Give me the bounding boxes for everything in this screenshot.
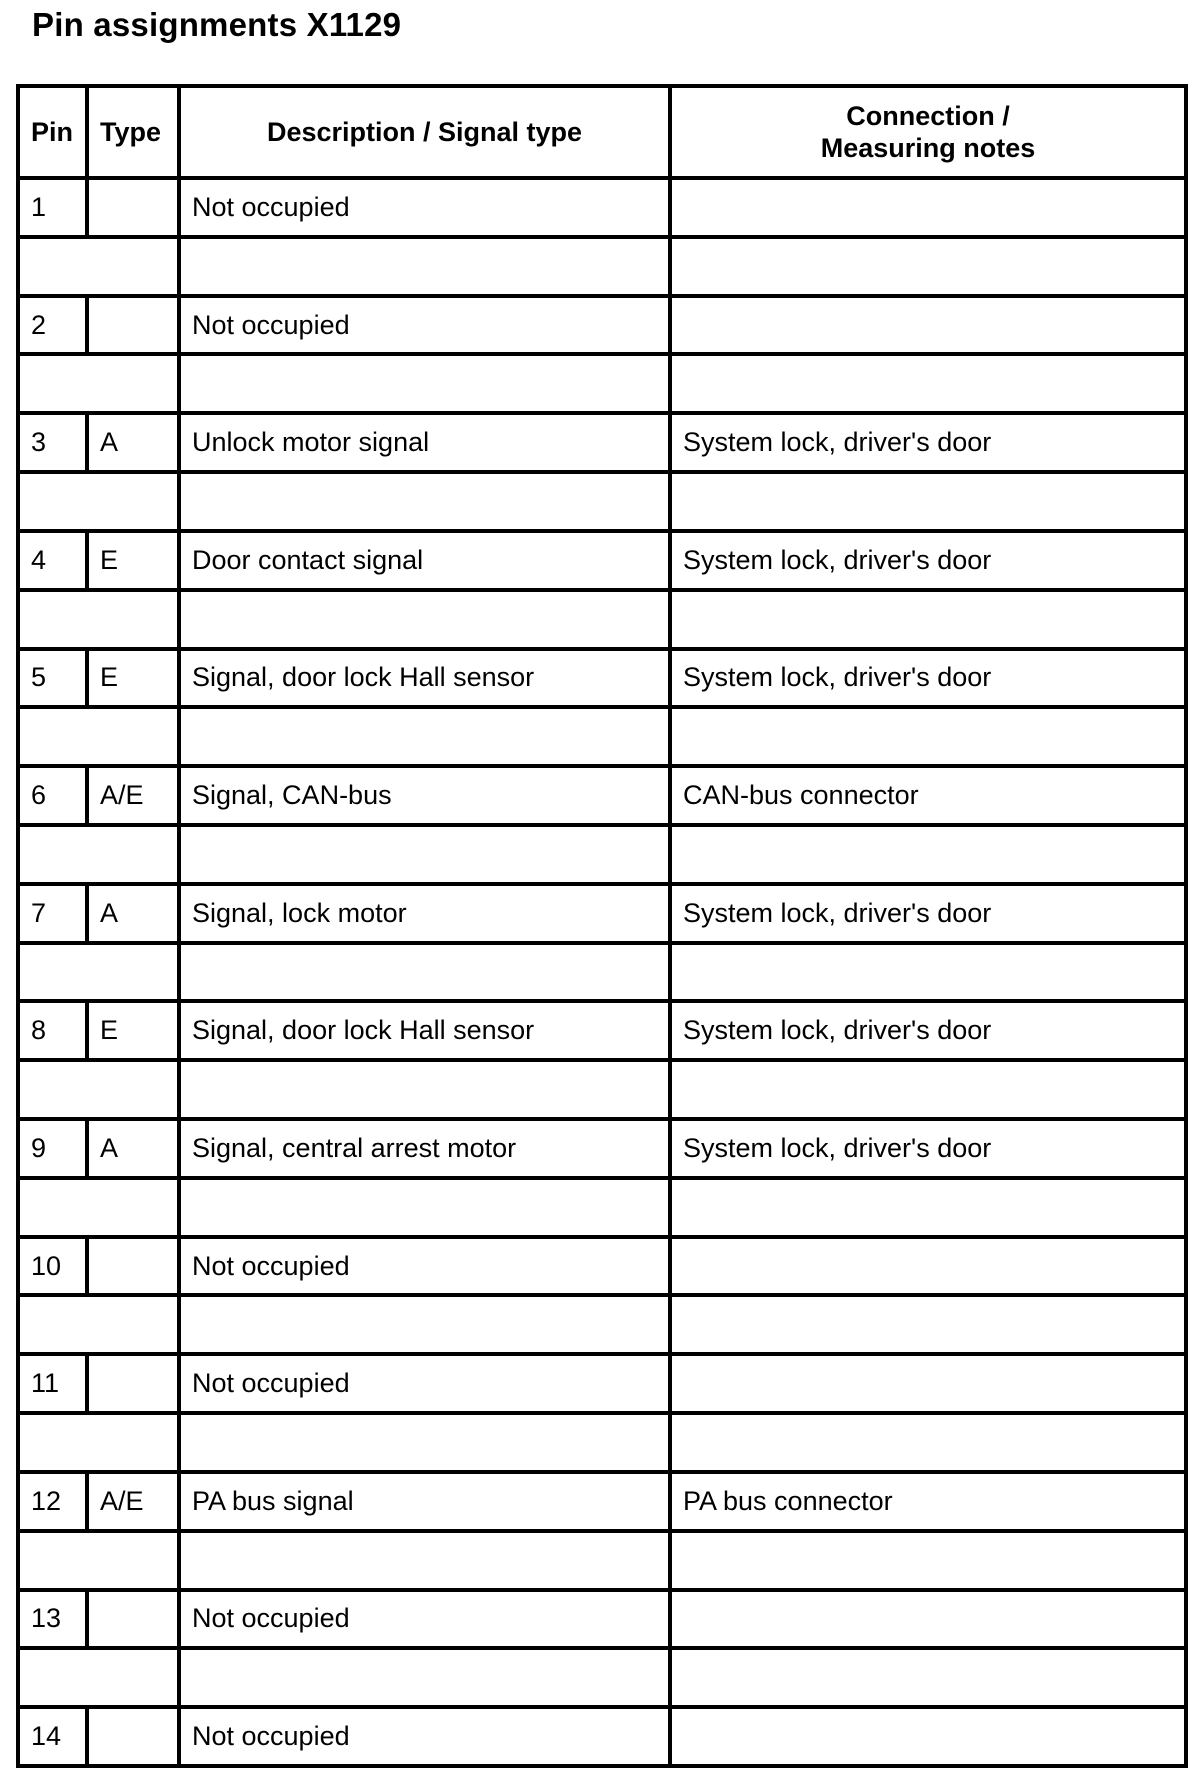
cell-pin: 4 bbox=[18, 531, 87, 590]
cell-pin: 14 bbox=[18, 1707, 87, 1766]
spacer-row bbox=[18, 707, 1186, 766]
cell-connection bbox=[670, 1237, 1186, 1296]
spacer-cell-connection bbox=[670, 1531, 1186, 1590]
cell-pin: 8 bbox=[18, 1001, 87, 1060]
cell-description: Signal, door lock Hall sensor bbox=[179, 649, 670, 708]
cell-connection: System lock, driver's door bbox=[670, 413, 1186, 472]
spacer-cell-pin-type bbox=[18, 472, 179, 531]
spacer-cell-pin-type bbox=[18, 354, 179, 413]
cell-type: A/E bbox=[87, 766, 179, 825]
cell-connection bbox=[670, 178, 1186, 237]
cell-description: Not occupied bbox=[179, 1354, 670, 1413]
spacer-cell-pin-type bbox=[18, 825, 179, 884]
spacer-cell-description bbox=[179, 472, 670, 531]
spacer-cell-connection bbox=[670, 354, 1186, 413]
table-row bbox=[18, 1119, 1186, 1178]
cell-pin: 13 bbox=[18, 1590, 87, 1649]
cell-pin: 12 bbox=[18, 1472, 87, 1531]
cell-type bbox=[87, 1354, 179, 1413]
column-header-connection-line2: Measuring notes bbox=[820, 133, 1036, 163]
cell-connection: System lock, driver's door bbox=[670, 531, 1186, 590]
spacer-cell-description bbox=[179, 707, 670, 766]
cell-type: E bbox=[87, 1001, 179, 1060]
cell-pin: 7 bbox=[18, 884, 87, 943]
spacer-cell-description bbox=[179, 1413, 670, 1472]
spacer-cell-connection bbox=[670, 590, 1186, 649]
spacer-cell-connection bbox=[670, 707, 1186, 766]
table-row bbox=[18, 178, 1186, 237]
table-row bbox=[18, 296, 1186, 355]
cell-type bbox=[87, 1237, 179, 1296]
cell-connection bbox=[670, 296, 1186, 355]
cell-pin: 10 bbox=[18, 1237, 87, 1296]
spacer-cell-description bbox=[179, 1295, 670, 1354]
column-header-connection-line1: Connection / bbox=[846, 101, 1010, 131]
spacer-row bbox=[18, 354, 1186, 413]
cell-description: Signal, door lock Hall sensor bbox=[179, 1001, 670, 1060]
cell-description: Signal, CAN-bus bbox=[179, 766, 670, 825]
spacer-cell-description bbox=[179, 1531, 670, 1590]
spacer-cell-description bbox=[179, 825, 670, 884]
spacer-cell-description bbox=[179, 590, 670, 649]
table-row bbox=[18, 413, 1186, 472]
spacer-cell-description bbox=[179, 237, 670, 296]
spacer-cell-pin-type bbox=[18, 1178, 179, 1237]
page-title: Pin assignments X1129 bbox=[32, 6, 402, 43]
spacer-cell-pin-type bbox=[18, 943, 179, 1002]
cell-connection: System lock, driver's door bbox=[670, 1001, 1186, 1060]
spacer-row bbox=[18, 1060, 1186, 1119]
spacer-cell-connection bbox=[670, 1178, 1186, 1237]
cell-description: Not occupied bbox=[179, 296, 670, 355]
table-body bbox=[18, 178, 1186, 1766]
spacer-cell-pin-type bbox=[18, 1295, 179, 1354]
cell-description: Signal, central arrest motor bbox=[179, 1119, 670, 1178]
spacer-row bbox=[18, 1648, 1186, 1707]
spacer-row bbox=[18, 1178, 1186, 1237]
column-header-connection bbox=[670, 86, 1186, 178]
cell-description: Not occupied bbox=[179, 1707, 670, 1766]
cell-type: A bbox=[87, 1119, 179, 1178]
table-row bbox=[18, 766, 1186, 825]
spacer-row bbox=[18, 237, 1186, 296]
spacer-row bbox=[18, 943, 1186, 1002]
spacer-cell-description bbox=[179, 943, 670, 1002]
cell-connection: PA bus connector bbox=[670, 1472, 1186, 1531]
spacer-row bbox=[18, 1413, 1186, 1472]
cell-type: E bbox=[87, 531, 179, 590]
cell-type bbox=[87, 1707, 179, 1766]
cell-description: Signal, lock motor bbox=[179, 884, 670, 943]
cell-pin: 5 bbox=[18, 649, 87, 708]
spacer-cell-description bbox=[179, 354, 670, 413]
column-header-type: Type bbox=[87, 86, 179, 178]
cell-pin: 2 bbox=[18, 296, 87, 355]
spacer-cell-connection bbox=[670, 237, 1186, 296]
table-row bbox=[18, 1237, 1186, 1296]
spacer-cell-description bbox=[179, 1178, 670, 1237]
spacer-cell-connection bbox=[670, 1648, 1186, 1707]
table-header-row bbox=[18, 86, 1186, 178]
cell-description: PA bus signal bbox=[179, 1472, 670, 1531]
cell-connection: System lock, driver's door bbox=[670, 1119, 1186, 1178]
spacer-cell-pin-type bbox=[18, 1648, 179, 1707]
cell-pin: 9 bbox=[18, 1119, 87, 1178]
spacer-cell-connection bbox=[670, 1413, 1186, 1472]
cell-type bbox=[87, 296, 179, 355]
spacer-row bbox=[18, 825, 1186, 884]
spacer-cell-pin-type bbox=[18, 1413, 179, 1472]
cell-description: Not occupied bbox=[179, 1590, 670, 1649]
cell-type bbox=[87, 178, 179, 237]
cell-connection bbox=[670, 1707, 1186, 1766]
cell-connection bbox=[670, 1590, 1186, 1649]
cell-type: E bbox=[87, 649, 179, 708]
cell-pin: 11 bbox=[18, 1354, 87, 1413]
spacer-row bbox=[18, 590, 1186, 649]
cell-pin: 6 bbox=[18, 766, 87, 825]
cell-description: Unlock motor signal bbox=[179, 413, 670, 472]
column-header-pin: Pin bbox=[18, 86, 87, 178]
cell-description: Door contact signal bbox=[179, 531, 670, 590]
cell-description: Not occupied bbox=[179, 178, 670, 237]
spacer-cell-pin-type bbox=[18, 1060, 179, 1119]
spacer-cell-description bbox=[179, 1060, 670, 1119]
spacer-cell-pin-type bbox=[18, 590, 179, 649]
table-row bbox=[18, 649, 1186, 708]
cell-type: A bbox=[87, 884, 179, 943]
spacer-cell-description bbox=[179, 1648, 670, 1707]
spacer-cell-connection bbox=[670, 472, 1186, 531]
pin-assignment-table bbox=[16, 84, 1188, 1768]
spacer-row bbox=[18, 472, 1186, 531]
spacer-cell-connection bbox=[670, 825, 1186, 884]
cell-type: A/E bbox=[87, 1472, 179, 1531]
cell-connection: System lock, driver's door bbox=[670, 884, 1186, 943]
cell-connection: CAN-bus connector bbox=[670, 766, 1186, 825]
spacer-row bbox=[18, 1295, 1186, 1354]
spacer-cell-connection bbox=[670, 943, 1186, 1002]
table-row bbox=[18, 1001, 1186, 1060]
spacer-cell-connection bbox=[670, 1060, 1186, 1119]
spacer-cell-pin-type bbox=[18, 237, 179, 296]
cell-connection bbox=[670, 1354, 1186, 1413]
table-row bbox=[18, 1707, 1186, 1766]
column-header-description: Description / Signal type bbox=[179, 86, 670, 178]
table-row bbox=[18, 884, 1186, 943]
cell-description: Not occupied bbox=[179, 1237, 670, 1296]
table-row bbox=[18, 531, 1186, 590]
cell-pin: 3 bbox=[18, 413, 87, 472]
cell-connection: System lock, driver's door bbox=[670, 649, 1186, 708]
table-row bbox=[18, 1590, 1186, 1649]
cell-type bbox=[87, 1590, 179, 1649]
cell-type: A bbox=[87, 413, 179, 472]
spacer-cell-connection bbox=[670, 1295, 1186, 1354]
table-row bbox=[18, 1472, 1186, 1531]
spacer-cell-pin-type bbox=[18, 1531, 179, 1590]
cell-pin: 1 bbox=[18, 178, 87, 237]
spacer-cell-pin-type bbox=[18, 707, 179, 766]
table-row bbox=[18, 1354, 1186, 1413]
spacer-row bbox=[18, 1531, 1186, 1590]
